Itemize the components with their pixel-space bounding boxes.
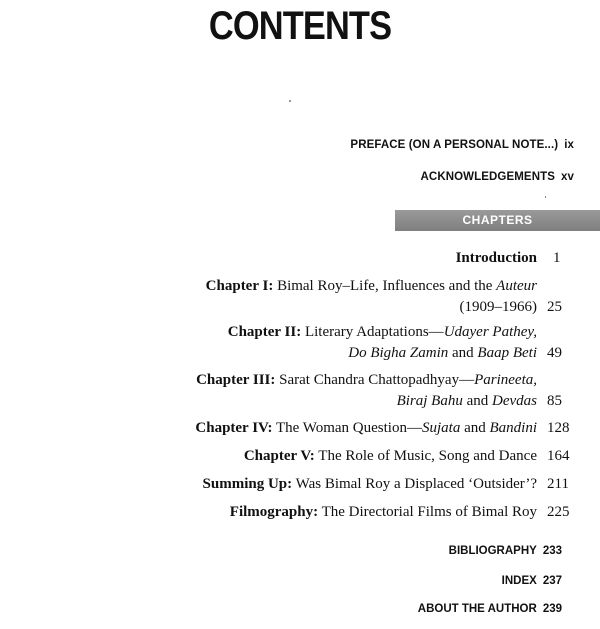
toc-entry-filmography[interactable] [230, 502, 537, 522]
entry-title-italic: Baap Beti [477, 345, 537, 361]
toc-entry-chapter-4[interactable] [195, 418, 537, 438]
entry-title: The Woman Question— [272, 420, 422, 436]
toc-entry-index[interactable] [502, 575, 562, 587]
entry-title-italic: Bandini [489, 420, 537, 436]
page-title: CONTENTS [208, 4, 392, 48]
toc-entry-chapter-2[interactable] [228, 322, 537, 342]
entry-label: Chapter II: [227, 324, 302, 340]
entry-label: Chapter I: [205, 278, 274, 294]
entry-label: PREFACE (ON A PERSONAL NOTE...) [350, 139, 559, 151]
entry-label: Summing Up: [202, 476, 293, 492]
toc-entry-chapter-3-line2 [397, 391, 537, 411]
toc-entry-introduction[interactable] [456, 248, 537, 268]
entry-title-italic: Auteur [496, 278, 537, 294]
entry-title: and [460, 420, 490, 436]
toc-entry-chapter-1-line2 [460, 297, 538, 317]
toc-entry-chapter-1[interactable] [206, 276, 537, 296]
entry-label: Chapter III: [196, 372, 276, 388]
entry-title: (1909–1966) [459, 299, 537, 315]
toc-entry-summing-up[interactable] [203, 474, 537, 494]
toc-entry-chapter-5[interactable] [244, 446, 537, 466]
toc-entry-preface[interactable] [350, 139, 574, 151]
entry-title: Was Bimal Roy a Displaced ‘Outsider’? [292, 476, 537, 492]
entry-title: Sarat Chandra Chattopadhyay— [275, 372, 475, 388]
toc-entry-about-the-author[interactable] [418, 603, 562, 615]
entry-page: 233 [542, 545, 562, 557]
entry-title-italic: Devdas [492, 393, 537, 409]
toc-entry-bibliography[interactable] [449, 545, 562, 557]
entry-title-italic: Udayer Pathey, [443, 324, 537, 340]
entry-page: xv [561, 171, 574, 183]
entry-title: Bimal Roy–Life, Influences and the [273, 278, 497, 294]
entry-label: INDEX [501, 575, 537, 587]
entry-label: Chapter V: [243, 448, 315, 464]
entry-title: The Directorial Films of Bimal Roy [318, 504, 537, 520]
entry-title-italic: Parineeta, [474, 372, 537, 388]
entry-title: Literary Adaptations— [301, 324, 444, 340]
entry-page: 239 [542, 603, 562, 615]
print-speck [545, 196, 546, 198]
entry-label: Introduction [455, 250, 537, 266]
entry-label: ACKNOWLEDGEMENTS [420, 171, 555, 183]
entry-label: Filmography: [229, 504, 319, 520]
entry-title: and [462, 393, 492, 409]
entry-page: 237 [542, 575, 562, 587]
entry-title: The Role of Music, Song and Dance [314, 448, 537, 464]
toc-entry-acknowledgements[interactable] [421, 171, 574, 183]
entry-page: ix [564, 139, 574, 151]
print-speck [289, 100, 291, 102]
entry-title: and [448, 345, 478, 361]
entry-title-italic: Sujata [421, 420, 461, 436]
toc-entry-chapter-3[interactable] [196, 370, 537, 390]
entry-label: BIBLIOGRAPHY [448, 545, 537, 557]
toc-entry-chapter-2-line2 [348, 343, 537, 363]
section-header-chapters: CHAPTERS [395, 210, 600, 231]
entry-label: ABOUT THE AUTHOR [417, 603, 537, 615]
entry-title-italic: Do Bigha Zamin [348, 345, 449, 361]
entry-title-italic: Biraj Bahu [396, 393, 463, 409]
entry-label: Chapter IV: [195, 420, 273, 436]
